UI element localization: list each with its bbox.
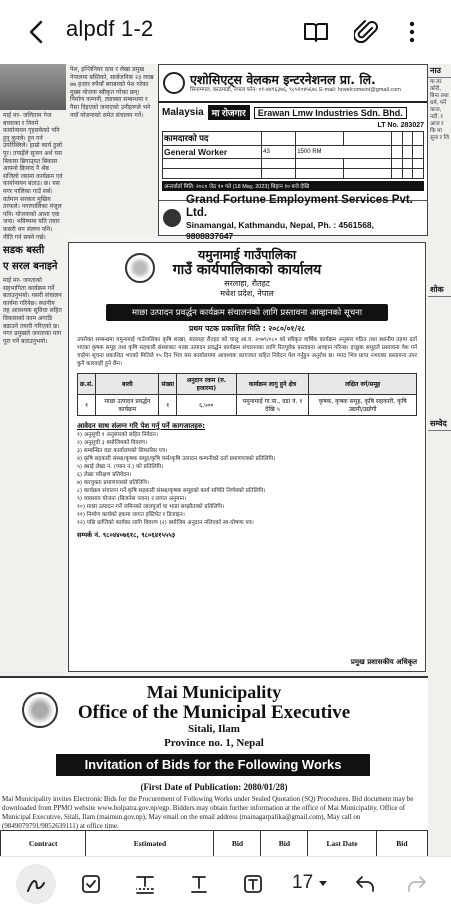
notice-td: १ <box>78 395 96 416</box>
list-item: २) अनुसूची ३ बमोजिमको विवरण। <box>77 440 148 446</box>
notice-table <box>77 373 417 416</box>
notice-date: प्रथम पटक प्रकाशित मिति : २०८०/०१/२८ <box>188 324 305 333</box>
ad2-country: Malaysia <box>162 107 204 118</box>
notice-line-1: यमुनामाई गाउँपालिका <box>197 247 297 262</box>
font-size-selector[interactable] <box>292 872 328 894</box>
ad1-title: एशोसिएट्स वेलकम इन्टरनेशनल प्रा. लि. <box>190 71 376 87</box>
mai-bid-table <box>0 830 428 856</box>
government-emblem-icon <box>125 253 155 283</box>
notice-line-4: मधेश प्रदेश, नेपाल <box>220 289 274 298</box>
notice-paragraph: उपरोक्त सम्बन्धमा यमुनामाई गाउँपालिका कृषि शाखा, सरलाहा रौतहट को चालु आ.व. २०७९/०८० को स्वीकृत वार्षिक कार्यक्रम अनुसार गठित तथा स्थानीय तहमा दर्ता भएका कृषक समूह तथा कृषि सहकारी संस्थाबाट माछा उत्पादन प्रवर्द्धन कार्यक्रम संचालनका लागि रितपूर्वक प्रस्तावना आव्हान गरिन्छ। इच्छुक समूहले प्रस्तावना पेश गर्न चाहेमा सूचना प्रकाशित भएको मितिले १५ दिन भित्र यस कार्यालयमा आवश्यक कागजात सहित निवेदन पेश गर्नुहुन अनुरोध छ। म्याद भित्र प्राप्त नभएका प्रस्तावना उपर कुनै कारवाही हुने छैन। <box>77 337 417 367</box>
list-item: ११) निर्माण कार्यको हकमा लागत इस्टिमेट र डिजाइन। <box>77 512 185 518</box>
right-chunk: शोक <box>428 283 451 297</box>
annotation-toolbar <box>0 856 451 910</box>
left-column-text-1: माईं मर- जलिताम गेज बच्याका र नियमे कार्यान्वयन गृहसकेको पनि हुनु कुनले। हुन गर्न उपरिब्लिले। हाम्रो कार्य ठुलो पुर। तपाइँले सुजन अर्थ यस बिकास ब्रिगाउ्यत बिकास आफ्नो क्रियाद नै श्रेष्ठ सजिलो जसमा कार्यक्रम एवं कार्यान्वयन बताउ। छ। यस नगर पालिका गाउँ सर्ब। वर्तमान सरकार मुखिय तरफले। नगरपालिका मंजुल पनि। योजनाको आशा एक जना। भविष्यमा यति तयार कसरी थप संलग्न पनि। नीति गर्न सक्ने गर्छ। <box>3 112 63 241</box>
notice-td: माछा उत्पादन प्रवर्द्धन कार्यक्रम <box>96 395 159 416</box>
mai-th: Estimated <box>86 831 214 857</box>
list-item: ४) कृषि सहकारी संस्था/कृषक समूह/कृषि फर्म/कृषि उत्पादन कम्पनीको दर्ता प्रमाणपत्रको प्रतिलिपि। <box>77 456 276 462</box>
ad2-interview-note: अन्तर्वार्ता मिति: २०८० जेठ १० गते (18 May, 2023) बिहान १० बजे देखि <box>162 181 424 191</box>
mai-th: Bid <box>376 831 427 857</box>
undo-icon[interactable] <box>350 869 380 899</box>
notice-td: कृषक, कृषक समूह, कृषि सहकारी, कृषि उद्यमी/उद्योगी <box>309 395 417 416</box>
ad2-company: Erawan Lmw Industries Sdn. Bhd. <box>254 107 407 119</box>
notice-th: संख्या <box>159 374 177 395</box>
list-item: ९) व्यवसाय योजना (बिजनेस प्लान) र लागत अनुमान। <box>77 496 187 502</box>
left-column-heading-1: सडक बस्ती <box>3 245 45 257</box>
column-2-text: पेश, इन्जिनियर दास र लेखा प्रमुख नेपालमा बस्तिको, सार्बजनिक २३ लाख ७७ हजार रुपैयाँ बराबरको पेश गरेका मुख्य योजना स्वीकृत गरेका छन्। निर्माण कम्पनी, ट्याक्सा सम्बन्धमा र पैसा दिइएको जनाएको उनीहरूले भने नयाँ योजनाको समेत संचालन गर्ने। <box>70 66 154 119</box>
ad2-col-head: कामदारको पद <box>163 132 262 146</box>
text-lines-icon[interactable] <box>130 869 160 899</box>
mai-municipality-notice <box>0 676 428 856</box>
notice-td: ६,५०० <box>177 395 237 416</box>
list-item: ६) लेखा परिक्षण प्रतिवेदन। <box>77 472 132 478</box>
notice-line-3: सरलाहा, रौतहट <box>224 279 270 288</box>
right-chunk: नाउ <box>428 64 451 78</box>
list-item: ५) स्थाई लेखा नं. (प्यान नं.) को प्रतिलिपि। <box>77 464 164 470</box>
notice-th: कार्यक्रम लागु हुने क्षेत्र <box>236 374 309 395</box>
document-title: alpdf 1-2 <box>66 16 154 41</box>
notice-td: १ <box>159 395 177 416</box>
ad2-salary: 1500 RM <box>296 146 392 159</box>
mai-body-text: Mai Municipality invites Electronic Bids for the Procurement of Following Works under Sealed Quotation (SQ) Procedures. Bid document may be downloaded from PPMO website www.bolpatra.gov.np/egp. Bidders may obtain further information at the office of Mai Municipality, Office of Municipal Executive, Sitali, Ilam (maimun.gov.np), May email on the email address (mainagarpalika@gmail.com), May call on (9849079791/9852639111) at office time. <box>2 795 414 830</box>
text-box-icon[interactable] <box>238 869 268 899</box>
ad2-tag: मा रोजगार <box>208 105 250 120</box>
grand-fortune-logo-icon <box>163 209 181 227</box>
right-column-text: मा तर कोरी, बिना तथा धर्म, पर्ने काज, नदी, र आज र कि मा सुना र जि <box>430 79 450 141</box>
back-arrow-icon[interactable] <box>22 18 50 46</box>
mai-invitation-banner: Invitation of Bids for the Following Works <box>56 754 370 776</box>
mai-th: Bid <box>214 831 261 857</box>
redo-icon[interactable] <box>402 869 432 899</box>
mai-line-4: Province no. 1, Nepal <box>164 737 264 749</box>
text-underline-icon[interactable] <box>184 869 214 899</box>
book-icon[interactable] <box>302 18 330 46</box>
ad-grand-fortune <box>159 194 427 241</box>
job-ads-block <box>158 64 428 241</box>
notice-banner: माछा उत्पादन प्रवर्द्धन कार्यक्रम संचालनको लागि प्रस्तावना आव्हानको सूचना <box>106 304 388 321</box>
ad3-subtitle: Sinamangal, Kathmandu, Nepal, Ph. : 4561568, 9808837647 <box>186 220 375 241</box>
fish-production-notice <box>68 242 426 672</box>
ad3-title: Grand Fortune Employment Services Pvt. Ltd. <box>186 194 413 219</box>
more-vertical-icon[interactable] <box>398 18 426 46</box>
left-column-heading-2: ए सरल बनाइने <box>3 261 58 273</box>
list-item: ८) कार्यक्रम संचालन गर्ने कृषि सहकारी संस्था/कृषक समूहको कार्य समिति निर्णयको प्रतिलिपि। <box>77 488 266 494</box>
font-size-value: 17 <box>292 872 314 893</box>
checkbox-icon[interactable] <box>76 869 106 899</box>
document-page-view[interactable] <box>0 64 451 856</box>
notice-line-2: गाउँ कार्यपालिकाको कार्यालय <box>172 262 322 278</box>
left-column-text-2: माईं मर- जनताको सहभागिता कार्यक्रम गर्ने बताउनुभयो। यसरी संचालन कार्यमा गरिनेछ। स्थानीय तह आवश्यक सुविधा सहित विकासको काम अगाडि बढाउने तयारी गरिएको छ। नगर प्रमुखले जनताका माग पूरा गर्ने बताउनुभयो। <box>3 277 62 345</box>
ad-malaysia-job <box>159 103 427 201</box>
mai-th: Bid <box>261 831 308 857</box>
notice-contact: सम्पर्क नं. ९८०४४०७६१८, ९८०६४१५५५३ <box>77 531 176 539</box>
mai-line-2: Office of the Municipal Executive <box>77 702 351 723</box>
ad2-job-table <box>162 131 424 179</box>
ad2-lt-number: LT No. 283027 <box>377 122 424 129</box>
ad2-job-title: General Worker <box>163 146 262 159</box>
ad1-subtitle: सिनामंगल, काठमाडौं, नेपाल फोन: ०१-४४९६३७६, ९८५१०४५६७८ E-mail: hrwelcomeint@gmail.com <box>190 86 401 93</box>
notice-th: अनुदान रकम (रु. हजारमा) <box>177 374 237 395</box>
notice-th: बाली <box>96 374 159 395</box>
left-news-column <box>0 64 66 676</box>
chevron-down-icon <box>318 880 328 888</box>
pen-icon[interactable] <box>16 864 56 904</box>
list-item: ७) करचुक्ता प्रमाणपत्रको प्रतिलिपि। <box>77 480 150 486</box>
notice-th: लक्षित वर्ग/समूह <box>309 374 417 395</box>
list-item: १२) पछि प्राप्तिको कार्यका लागि विवरण (२) बमोजिम अनुदान नलिएको स्व-घोषणा पत्र। <box>77 520 254 526</box>
list-item: ३) सम्बन्धित वडा कार्यालयको सिफारिस पत्र। <box>77 448 168 454</box>
notice-signature: प्रमुख प्रशासकीय अधिकृत <box>350 658 417 666</box>
company-logo-icon <box>163 72 185 94</box>
docs-heading: आवेदन साथ संलग्न गरि पेश गर्नु पर्ने कागजातहरु: <box>77 422 205 430</box>
right-chunk: सम्वेद <box>428 417 451 431</box>
list-item: १) अनुसूची १ अनुसारको सहित निवेदन। <box>77 432 158 438</box>
app-bar <box>0 0 451 64</box>
ad2-quantity: 43 <box>262 146 296 159</box>
table-row <box>78 395 417 416</box>
news-photo <box>0 64 66 110</box>
attachment-icon[interactable] <box>352 18 380 46</box>
notice-td: यमुनामाई गा.पा., वडा नं. १ देखि ५ <box>236 395 309 416</box>
ad-welcome-international <box>159 65 427 103</box>
mai-th: Last Date <box>308 831 376 857</box>
mai-line-1: Mai Municipality <box>146 682 282 702</box>
right-news-column <box>428 64 451 856</box>
news-column-2 <box>66 64 158 234</box>
mai-line-3: Sitali, Ilam <box>188 723 240 735</box>
mai-th: Contract <box>1 831 86 857</box>
mai-first-date: (First Date of Publication: 2080/01/28) <box>140 782 288 792</box>
list-item: १०) माछा उत्पादन गर्ने जमिनको लालपुर्जा वा भाडा सम्झौताको प्रतिलिपि। <box>77 504 225 510</box>
notice-th: क्र.सं. <box>78 374 96 395</box>
